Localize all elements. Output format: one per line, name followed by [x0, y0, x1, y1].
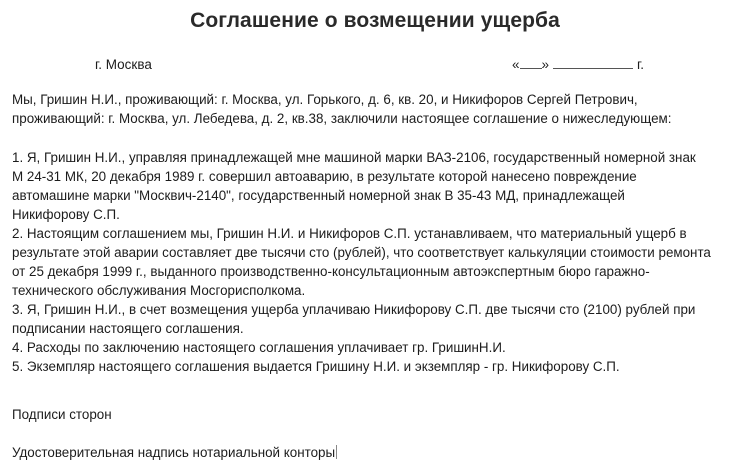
date-day-blank: [520, 58, 542, 69]
date-month-blank: [553, 58, 633, 69]
clause-line: автомашине марки "Москвич-2140", государственный номерной знак В 35-43 МД, принадлежащей: [12, 188, 625, 203]
date-year-suffix: г.: [637, 57, 645, 72]
signatures-label: Подписи сторон: [12, 407, 112, 422]
clause-line: результате этой аварии составляет две тысячи сто (рублей), что соответствует калькуляции стоимости ремонта: [12, 245, 711, 260]
clause-line: Никифорову С.П.: [12, 207, 120, 222]
clause-line: 2. Настоящим соглашением мы, Гришин Н.И. и Никифоров С.П. устанавливаем, что материальный ущерб в: [12, 226, 687, 241]
clause-line: от 25 декабря 1999 г., выданного производственно-консультационным автоэкспертным бюро гаражно-: [12, 264, 650, 279]
clause-line: 5. Экземпляр настоящего соглашения выдается Гришину Н.И. и экземпляр - гр. Никифорову С.П.: [12, 359, 620, 374]
date-field: [512, 57, 644, 72]
clause-line: технического обслуживания Мосгорисполкома.: [12, 283, 306, 298]
notary-line[interactable]: [12, 443, 337, 462]
date-open-quote: «: [512, 57, 520, 72]
preamble-line: проживающий: г. Москва, ул. Лебедева, д. 2, кв.38, заключили настоящее соглашение о нижеследующем:: [12, 111, 672, 126]
date-close-quote: »: [541, 57, 550, 72]
notary-label: Удостоверительная надпись нотариальной конторы: [12, 445, 336, 460]
document-title: Соглашение о возмещении ущерба: [190, 9, 560, 32]
clause-line: М 24-31 МК, 20 декабря 1989 г. совершил автоаварию, в результате которой нанесено повреждение: [12, 169, 637, 184]
city-label: г. Москва: [95, 57, 152, 72]
preamble-line: Мы, Гришин Н.И., проживающий: г. Москва, ул. Горького, д. 6, кв. 20, и Никифоров Сергей Петрович,: [12, 92, 638, 107]
text-cursor: [336, 445, 337, 459]
clause-line: 1. Я, Гришин Н.И., управляя принадлежащей мне машиной марки ВАЗ-2106, государственный номерной знак: [12, 150, 696, 165]
clause-line: 3. Я, Гришин Н.И., в счет возмещения ущерба уплачиваю Никифорову С.П. две тысячи сто (2100) рублей при: [12, 302, 696, 317]
clause-line: 4. Расходы по заключению настоящего соглашения уплачивает гр. ГришинН.И.: [12, 340, 506, 355]
clause-line: подписании настоящего соглашения.: [12, 321, 244, 336]
